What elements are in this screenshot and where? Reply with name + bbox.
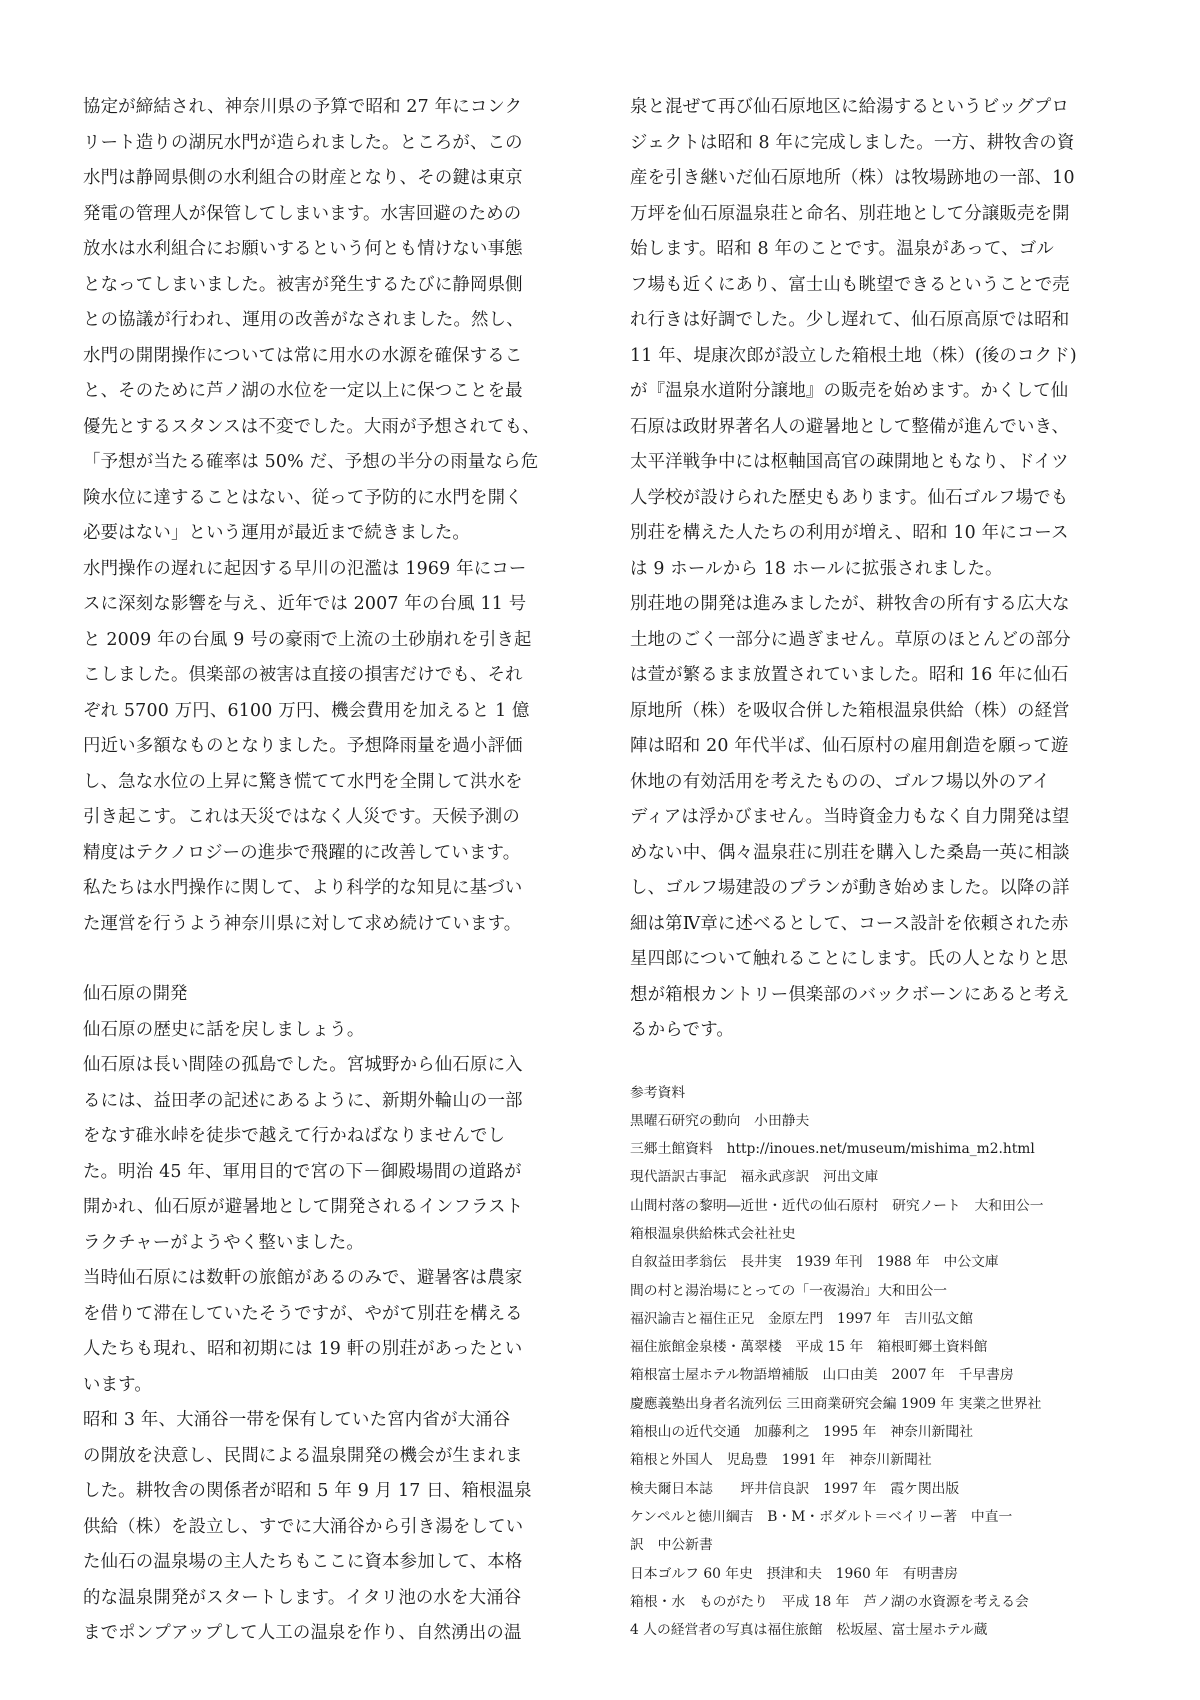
reference-item: 福沢諭吉と福住正兄 金原左門 1997 年 吉川弘文館 bbox=[630, 1310, 974, 1327]
body-text-line: 険水位に達することはない、従って予防的に水門を開く bbox=[83, 487, 523, 508]
body-text-line: 産を引き継いだ仙石原地所（株）は牧場跡地の一部、10 bbox=[630, 168, 1075, 188]
body-text-line: と 2009 年の台風 9 号の豪雨で上流の土砂崩れを引き起 bbox=[83, 629, 532, 650]
body-text-line: めない中、偶々温泉荘に別荘を購入した桑島一英に相談 bbox=[630, 842, 1070, 863]
body-text-line: 精度はテクノロジーの進歩で飛躍的に改善しています。 bbox=[83, 842, 521, 863]
body-text-line: し、急な水位の上昇に驚き慌てて水門を全開して洪水を bbox=[83, 771, 523, 792]
body-text-line: 優先とするスタンスは不変でした。大雨が予想されても、 bbox=[83, 416, 540, 437]
reference-item: 間の村と湯治場にとっての「一夜湯治」大和田公一 bbox=[630, 1282, 948, 1299]
body-text-line: フ場も近くにあり、富士山も眺望できるということで売 bbox=[630, 274, 1070, 295]
body-text-line: 的な温泉開発がスタートします。イタリ池の水を大涌谷 bbox=[83, 1587, 522, 1608]
reference-item: 慶應義塾出身者名流列伝 三田商業研究会編 1909 年 実業之世界社 bbox=[630, 1395, 1042, 1412]
body-text-line: ぞれ 5700 万円、6100 万円、機会費用を加えると 1 億 bbox=[83, 700, 530, 721]
references-section bbox=[630, 1079, 1120, 1645]
body-text-line: 発電の管理人が保管してしまいます。水害回避のための bbox=[83, 203, 522, 224]
body-text-line: 石原は政財界著名人の避暑地として整備が進んでいき、 bbox=[630, 416, 1070, 437]
body-text-line: ディアは浮かびません。当時資金力もなく自力開発は望 bbox=[630, 807, 1070, 827]
body-text-line: との協議が行われ、運用の改善がなされました。然し、 bbox=[83, 310, 524, 330]
body-text-line: 私たちは水門操作に関して、より科学的な知見に基づい bbox=[83, 878, 523, 898]
body-text-line: 原地所（株）を吸収合併した箱根温泉供給（株）の経営 bbox=[630, 700, 1070, 721]
body-text-line: た仙石の温泉場の主人たちもここに資本参加して、本格 bbox=[83, 1552, 523, 1572]
body-text-line: 11 年、堤康次郎が設立した箱根土地（株）(後のコクド) bbox=[630, 345, 1077, 366]
reference-item: 箱根・水 ものがたり 平成 18 年 芦ノ湖の水資源を考える会 bbox=[630, 1593, 1029, 1610]
body-text-line: ジェクトは昭和 8 年に完成しました。一方、耕牧舎の資 bbox=[630, 132, 1075, 153]
reference-item: 三郷土館資料 http://inoues.net/museum/mishima_m2.html bbox=[630, 1141, 1035, 1158]
references-list bbox=[630, 1107, 1120, 1645]
section-heading: 仙石原の開発 bbox=[83, 984, 188, 1004]
left-column bbox=[83, 90, 571, 1652]
body-paragraphs-a bbox=[83, 90, 571, 942]
body-text-line: 別荘を構えた人たちの利用が増え、昭和 10 年にコース bbox=[630, 523, 1069, 543]
body-text-line: るには、益田孝の記述にあるように、新期外輪山の一部 bbox=[83, 1090, 523, 1111]
body-text-line: の開放を決意し、民間による温泉開発の機会が生まれま bbox=[83, 1445, 523, 1466]
body-text-line: 想が箱根カントリー倶楽部のバックボーンにあると考え bbox=[630, 984, 1070, 1005]
body-text-line: 水門の開閉操作については常に用水の水源を確保するこ bbox=[83, 345, 523, 366]
reference-item: 箱根富士屋ホテル物語増補版 山口由美 2007 年 千早書房 bbox=[630, 1367, 1014, 1384]
body-text-line: となってしまいました。被害が発生するたびに静岡県側 bbox=[83, 274, 523, 295]
body-text-line: 協定が締結され、神奈川県の予算で昭和 27 年にコンク bbox=[83, 97, 523, 117]
reference-item: 箱根と外国人 児島豊 1991 年 神奈川新聞社 bbox=[630, 1452, 932, 1469]
body-text-line: います。 bbox=[83, 1374, 152, 1395]
body-text-line: は 9 ホールから 18 ホールに拡張されました。 bbox=[630, 558, 1003, 579]
body-text-line: と、そのために芦ノ湖の水位を一定以上に保つことを最 bbox=[83, 381, 523, 401]
body-text-line: 仙石原の歴史に話を戻しましょう。 bbox=[83, 1019, 365, 1040]
body-text-line: 開かれ、仙石原が避暑地として開発されるインフラスト bbox=[83, 1197, 524, 1217]
right-column bbox=[630, 90, 1120, 1644]
body-text-line: 細は第Ⅳ章に述べるとして、コース設計を依頼された赤 bbox=[630, 913, 1069, 934]
body-text-line: 太平洋戦争中には枢軸国高官の疎開地ともなり、ドイツ bbox=[630, 452, 1069, 472]
body-text-line: るからです。 bbox=[630, 1020, 734, 1040]
section-spacer bbox=[83, 942, 571, 977]
body-text-line: は萱が繁るまま放置されていました。昭和 16 年に仙石 bbox=[630, 665, 1069, 685]
body-text-line: した。耕牧舎の関係者が昭和 5 年 9 月 17 日、箱根温泉 bbox=[83, 1481, 532, 1501]
body-text-line: 昭和 3 年、大涌谷一帯を保有していた宮内省が大涌谷 bbox=[83, 1410, 511, 1430]
reference-item: 箱根温泉供給株式会社社史 bbox=[630, 1225, 796, 1242]
body-text-line: 放水は水利組合にお願いするという何とも情けない事態 bbox=[83, 239, 523, 259]
body-text-line: リート造りの湖尻水門が造られました。ところが、この bbox=[83, 132, 523, 153]
body-text-line: た運営を行うよう神奈川県に対して求め続けています。 bbox=[83, 913, 522, 934]
reference-item: 山間村落の黎明―近世・近代の仙石原村 研究ノート 大和田公一 bbox=[630, 1197, 1044, 1214]
body-text-line: れ行きは好調でした。少し遅れて、仙石原高原では昭和 bbox=[630, 310, 1070, 330]
body-text-line: 始します。昭和 8 年のことです。温泉があって、ゴル bbox=[630, 239, 1055, 259]
body-paragraphs-c bbox=[630, 90, 1120, 1049]
reference-item: 黒曜石研究の動向 小田静夫 bbox=[630, 1112, 810, 1129]
body-text-line: 別荘地の開発は進みましたが、耕牧舎の所有する広大な bbox=[630, 594, 1070, 614]
body-text-line: 当時仙石原には数軒の旅館があるのみで、避暑客は農家 bbox=[83, 1268, 523, 1288]
body-text-line: 万坪を仙石原温泉荘と命名、別荘地として分譲販売を開 bbox=[630, 203, 1070, 224]
body-text-line: 仙石原は長い間陸の孤島でした。宮城野から仙石原に入 bbox=[83, 1055, 523, 1075]
body-text-line: 水門操作の遅れに起因する早川の氾濫は 1969 年にコー bbox=[83, 558, 527, 579]
references-title: 参考資料 bbox=[630, 1084, 686, 1101]
body-paragraphs-b bbox=[83, 1013, 571, 1652]
body-text-line: を借りて滞在していたそうですが、やがて別荘を構える bbox=[83, 1303, 523, 1324]
body-text-line: 必要はない」という運用が最近まで続きました。 bbox=[83, 523, 470, 543]
body-text-line: までポンプアップして人工の温泉を作り、自然湧出の温 bbox=[83, 1623, 522, 1643]
body-text-line: 引き起こす。これは天災ではなく人災です。天候予測の bbox=[83, 807, 520, 827]
body-text-line: し、ゴルフ場建設のプランが動き始めました。以降の詳 bbox=[630, 878, 1070, 898]
body-text-line: た。明治 45 年、軍用目的で宮の下－御殿場間の道路が bbox=[83, 1161, 522, 1182]
body-text-line: ラクチャーがようやく整いました。 bbox=[83, 1232, 364, 1253]
body-text-line: 「予想が当たる確率は 50% だ、予想の半分の雨量なら危 bbox=[83, 452, 539, 472]
reference-item: 日本ゴルフ 60 年史 摂津和夫 1960 年 有明書房 bbox=[630, 1565, 958, 1582]
body-text-line: スに深刻な影響を与え、近年では 2007 年の台風 11 号 bbox=[83, 594, 527, 614]
reference-item: 自叙益田孝翁伝 長井実 1939 年刊 1988 年 中公文庫 bbox=[630, 1254, 999, 1271]
body-text-line: 人たちも現れ、昭和初期には 19 軒の別荘があったとい bbox=[83, 1339, 523, 1359]
body-text-line: 供給（株）を設立し、すでに大涌谷から引き湯をしてい bbox=[83, 1516, 524, 1537]
body-text-line: 水門は静岡県側の水利組合の財産となり、その鍵は東京 bbox=[83, 168, 523, 188]
reference-item: 福住旅館金泉楼・萬翠楼 平成 15 年 箱根町郷土資料館 bbox=[630, 1339, 988, 1356]
body-text-line: 泉と混ぜて再び仙石原地区に給湯するというビッグプロ bbox=[630, 97, 1070, 117]
body-text-line: 円近い多額なものとなりました。予想降雨量を過小評価 bbox=[83, 736, 523, 756]
body-text-line: こしました。倶楽部の被害は直接の損害だけでも、それ bbox=[83, 665, 523, 685]
body-text-line: 休地の有効活用を考えたものの、ゴルフ場以外のアイ bbox=[630, 771, 1050, 792]
reference-item: 訳 中公新書 bbox=[630, 1537, 713, 1554]
reference-item: 現代語訳古事記 福永武彦訳 河出文庫 bbox=[630, 1169, 879, 1186]
reference-item: 箱根山の近代交通 加藤利之 1995 年 神奈川新聞社 bbox=[630, 1424, 974, 1441]
body-text-line: 人学校が設けられた歴史もあります。仙石ゴルフ場でも bbox=[630, 487, 1069, 508]
reference-item: 4 人の経営者の写真は福住旅館 松坂屋、富士屋ホテル蔵 bbox=[630, 1622, 988, 1639]
reference-item: ケンペルと徳川綱吉 B・M・ボダルト＝ベイリー著 中直一 bbox=[630, 1508, 1013, 1525]
body-text-line: 土地のごく一部分に過ぎません。草原のほとんどの部分 bbox=[630, 629, 1071, 650]
body-text-line: 星四郎について触れることにします。氏の人となりと思 bbox=[630, 949, 1069, 969]
body-text-line: をなす碓氷峠を徒歩で越えて行かねばなりませんでし bbox=[83, 1126, 506, 1146]
reference-item: 検夫爾日本誌 坪井信良訳 1997 年 霞ケ関出版 bbox=[630, 1480, 960, 1497]
body-text-line: 陣は昭和 20 年代半ば、仙石原村の雇用創造を願って遊 bbox=[630, 736, 1069, 756]
body-text-line: が『温泉水道附分譲地』の販売を始めます。かくして仙 bbox=[630, 381, 1069, 401]
